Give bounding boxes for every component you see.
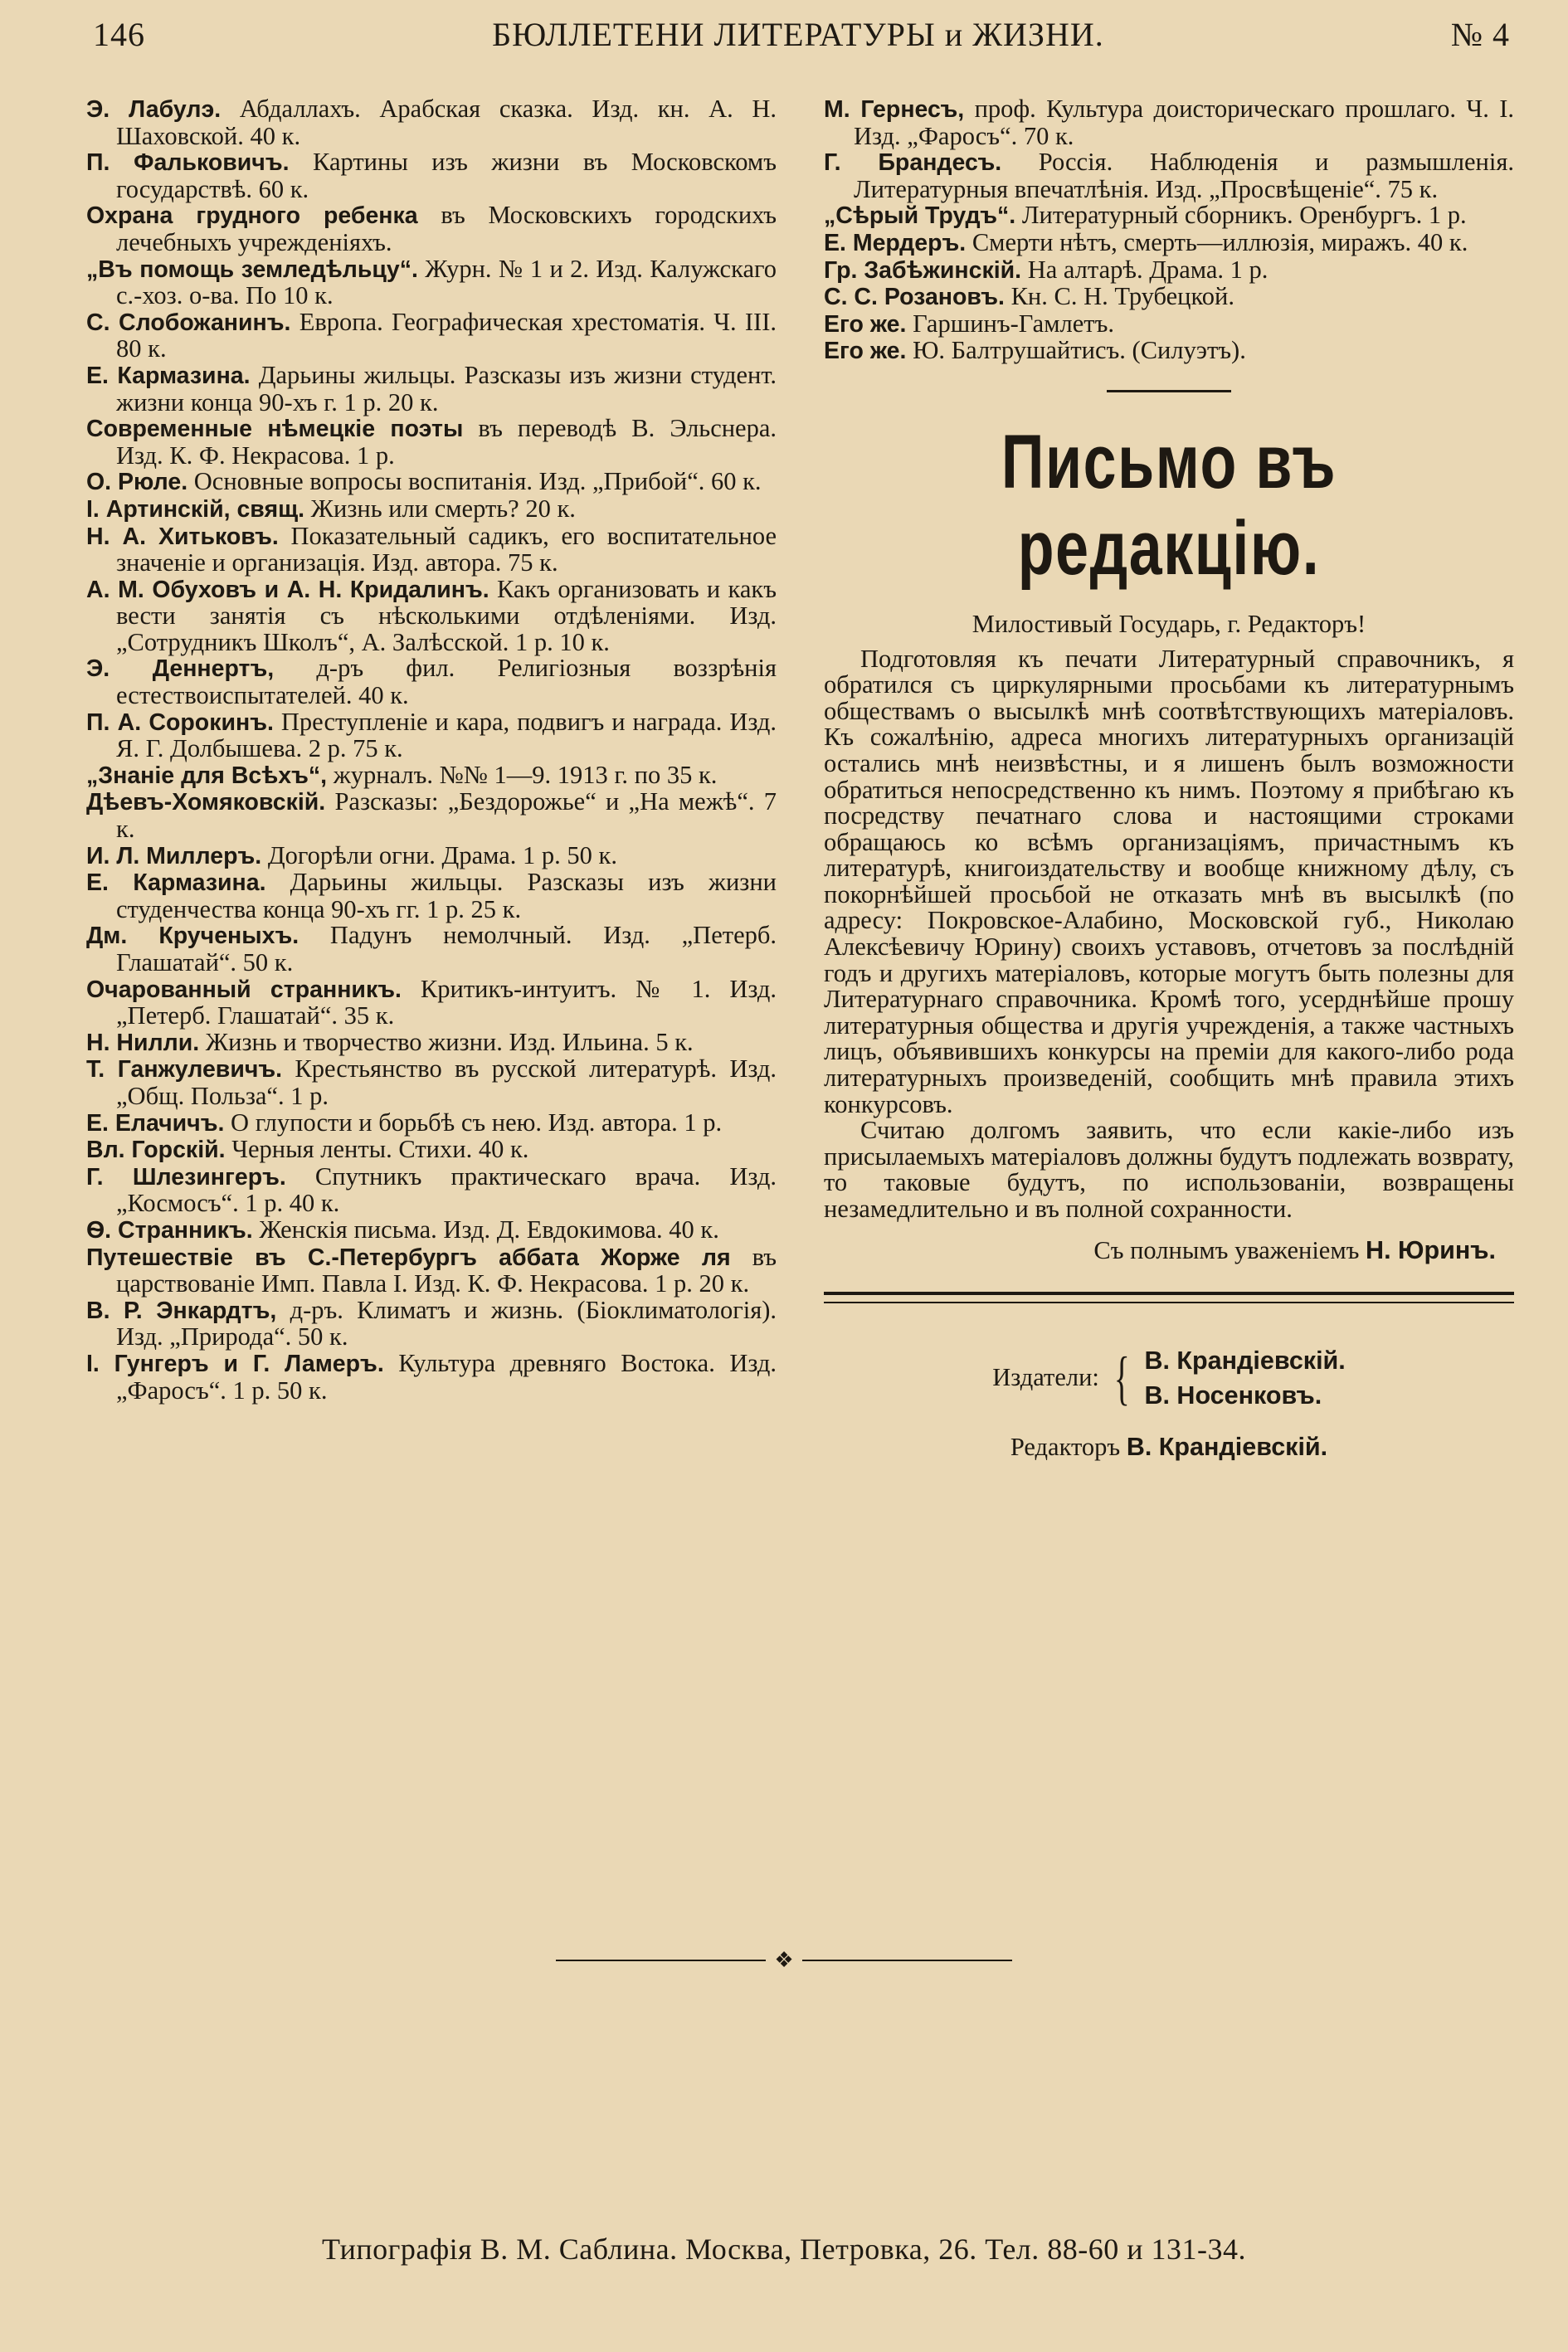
bibliography-entry: Дм. Крученыхъ. Падунъ немолчный. Изд. „Петерб. Глашатай“. 50 к. (86, 921, 777, 976)
bibliography-entry: Его же. Гаршинъ-Гамлетъ. (824, 309, 1114, 338)
right-column (824, 96, 1514, 1461)
running-header (93, 15, 1510, 58)
letter-to-editor (824, 419, 1514, 1264)
issue-number: № 4 (1450, 16, 1510, 53)
bibliography-entry: Г. Шлезингеръ. Спутникъ практическаго врача. Изд. „Космосъ“. 1 р. 40 к. (86, 1161, 777, 1218)
bibliography-entry: Очарованный странникъ. Критикъ-интуитъ. № 1. Изд. „Петерб. Глашатай“. 35 к. (86, 974, 777, 1030)
bibliography-entry: Гр. Забѣжинскій. На алтарѣ. Драма. 1 р. (824, 255, 1269, 284)
publisher-name: В. Крандіевскій. (1144, 1346, 1346, 1376)
bibliography-entry: Дѣевъ-Хомяковскій. Разсказы: „Бездорожье“ и „На межѣ“. 7 к. (86, 787, 777, 844)
publisher-name: В. Носенковъ. (1144, 1381, 1322, 1410)
bibliography-entry: М. Гернесъ, проф. Культура доисторическаго прошлаго. Ч. І. Изд. „Фаросъ“. 70 к. (824, 95, 1515, 150)
journal-title: БЮЛЛЕТЕНИ ЛИТЕРАТУРЫ и ЖИЗНИ. (492, 16, 1104, 53)
bibliography-entry: И. Л. Миллеръ. Догорѣли огни. Драма. 1 р. 50 к. (86, 840, 617, 869)
section-divider (1107, 390, 1231, 392)
editor-name: В. Крандіевскій. (1126, 1433, 1328, 1462)
letter-paragraph: Считаю долгомъ заявить, что если какіе-либо изъ присылаемыхъ матеріаловъ должны будутъ подлежать возврату, то таковые будутъ, по использованіи, возвращены незамедлительно и въ полной сохранности. (824, 1116, 1514, 1223)
letter-paragraph: Подготовляя къ печати Литературный справочникъ, я обратился съ циркулярными просьбами къ литературнымъ обществамъ о высылкѣ мнѣ соотвѣтствующихъ матеріаловъ. Къ сожалѣнію, адреса многихъ литературныхъ организацій остались мнѣ неизвѣстны, и я лишенъ былъ возможности обратиться непосредственно къ нимъ. Поэтому я прибѣгаю къ посредству печатнаго слова и настоящими строками обращаюсь ко всѣмъ организаціямъ, причастнымъ къ литературѣ, книгоиздательству и вообще книжному дѣлу, съ покорнѣйшей просьбой не отказать мнѣ въ высылкѣ (по адресу: Покровское-Алабино, Московской губ., Николаю Алексѣевичу Юрину) своихъ уставовъ, отчетовъ за послѣдній годъ и другихъ матеріаловъ, которые могутъ быть полезны для Литературнаго справочника. Кромѣ того, усерднѣйше прошу литературныя общества и другія учрежденія, а также частныхъ лицъ, объявившихъ конкурсы на преміи для какого-либо рода литературныхъ произведеній, сообщить мнѣ правила этихъ конкурсовъ. (824, 644, 1514, 1118)
bibliography-entry: Н. А. Хитьковъ. Показательный садикъ, его воспитательное значеніе и организація. Изд. автора. 75 к. (86, 521, 777, 577)
fleuron-icon: ❖ (774, 1948, 794, 1972)
bibliography-entry: Н. Нилли. Жизнь и творчество жизни. Изд. Ильина. 5 к. (86, 1027, 694, 1056)
letter-title: Письмо въ редакцію. (1001, 419, 1337, 591)
bibliography-entry: „Знаніе для Всѣхъ“, журналъ. №№ 1—9. 1913 г. по 35 к. (86, 760, 718, 789)
publishers-label: Издатели: (992, 1363, 1099, 1392)
bibliography-entry: „Сѣрый Трудъ“. Литературный сборникъ. Оренбургъ. 1 р. (824, 201, 1467, 230)
bibliography-entry: Вл. Горскій. Черныя ленты. Стихи. 40 к. (86, 1135, 529, 1164)
bibliography-entry: І. Артинскій, свящ. Жизнь или смерть? 20 к. (86, 494, 576, 523)
bibliography-entry: С. С. Розановъ. Кн. С. Н. Трубецкой. (824, 282, 1234, 311)
bibliography-entry: Путешествіе въ С.-Петербургъ аббата Жорже ля въ царствованіе Имп. Павла І. Изд. К. Ф. Некрасова. 1 р. 20 к. (86, 1242, 777, 1298)
printer-imprint: Типографія В. М. Саблина. Москва, Петровка, 26. Тел. 88-60 и 131-34. (321, 2233, 1247, 2266)
page-number: 146 (93, 16, 145, 53)
bibliography-entry: А. М. Обуховъ и А. Н. Кридалинъ. Какъ организовать и какъ вести занятія съ нѣсколькими отдѣленіями. Изд. „Сотрудникъ Школъ“, А. Залѣсской. 1 р. 10 к. (86, 574, 777, 656)
bibliography-entry: Е. Кармазина. Дарьины жильцы. Разсказы изъ жизни студенчества конца 90-хъ гг. 1 р. 25 к. (86, 868, 777, 923)
ornamental-divider (556, 1948, 1012, 1973)
bibliography-entry: Его же. Ю. Балтрушайтисъ. (Силуэтъ). (824, 336, 1246, 365)
bibliography-entry: П. Фальковичъ. Картины изъ жизни въ Московскомъ государствѣ. 60 к. (86, 148, 777, 203)
double-divider (824, 1292, 1514, 1303)
bibliography-right-list (824, 96, 1514, 365)
brace-icon: { (1113, 1345, 1130, 1412)
editor-line: Редакторъ В. Крандіевскій. (1010, 1433, 1328, 1462)
bibliography-entry: Современные нѣмецкіе поэты въ переводѣ В. Эльснера. Изд. К. Ф. Некрасова. 1 р. (86, 414, 777, 470)
bibliography-entry: Э. Деннертъ, д-ръ фил. Религіозныя воззрѣнія естествоиспытателей. 40 к. (86, 654, 777, 710)
letter-signature: Н. Юринъ. (1366, 1235, 1496, 1264)
bibliography-entry: Ѳ. Странникъ. Женскія письма. Изд. Д. Евдокимова. 40 к. (86, 1215, 719, 1244)
bibliography-entry: О. Рюле. Основные вопросы воспитанія. Изд. „Прибой“. 60 к. (86, 467, 762, 496)
publishers-block (824, 1343, 1514, 1413)
bibliography-entry: Г. Брандесъ. Россія. Наблюденія и размышленія. Литературныя впечатлѣнія. Изд. „Просвѣщеніе“. 75 к. (824, 148, 1514, 203)
bibliography-entry: В. Р. Энкардтъ, д-ръ. Климатъ и жизнь. (Біоклиматологія). Изд. „Природа“. 50 к. (86, 1295, 777, 1351)
bibliography-entry: С. Слобожанинъ. Европа. Географическая хрестоматія. Ч. III. 80 к. (86, 307, 777, 363)
bibliography-entry: П. А. Сорокинъ. Преступленіе и кара, подвигъ и награда. Изд. Я. Г. Долбышева. 2 р. 75 к. (86, 707, 777, 763)
bibliography-entry: Е. Елачичъ. О глупости и борьбѣ съ нею. Изд. автора. 1 р. (86, 1108, 723, 1137)
bibliography-entry: „Въ помощь земледѣльцу“. Журн. № 1 и 2. Изд. Калужскаго с.-хоз. о-ва. По 10 к. (86, 254, 777, 310)
bibliography-entry: Т. Ганжулевичъ. Крестьянство въ русской литературѣ. Изд. „Общ. Польза“. 1 р. (86, 1054, 777, 1110)
bibliography-entry: І. Гунгеръ и Г. Ламеръ. Культура древняго Востока. Изд. „Фаросъ“. 1 р. 50 к. (86, 1348, 777, 1405)
bibliography-entry: Э. Лабулэ. Абдаллахъ. Арабская сказка. Изд. кн. А. Н. Шаховской. 40 к. (86, 95, 777, 150)
letter-salutation: Милостивый Государь, г. Редакторъ! (971, 609, 1366, 638)
bibliography-left-column (86, 96, 777, 1404)
bibliography-entry: Е. Кармазина. Дарьины жильцы. Разсказы изъ жизни студент. жизни конца 90-хъ г. 1 р. 20 к. (86, 360, 777, 416)
bibliography-entry: Охрана грудного ребенка въ Московскихъ городскихъ лечебныхъ учрежденіяхъ. (86, 201, 777, 256)
letter-signoff: Съ полнымъ уваженіемъ Н. Юринъ. (1093, 1235, 1496, 1264)
bibliography-entry: Е. Мердеръ. Смерти нѣтъ, смерть—иллюзія, миражъ. 40 к. (824, 227, 1468, 256)
